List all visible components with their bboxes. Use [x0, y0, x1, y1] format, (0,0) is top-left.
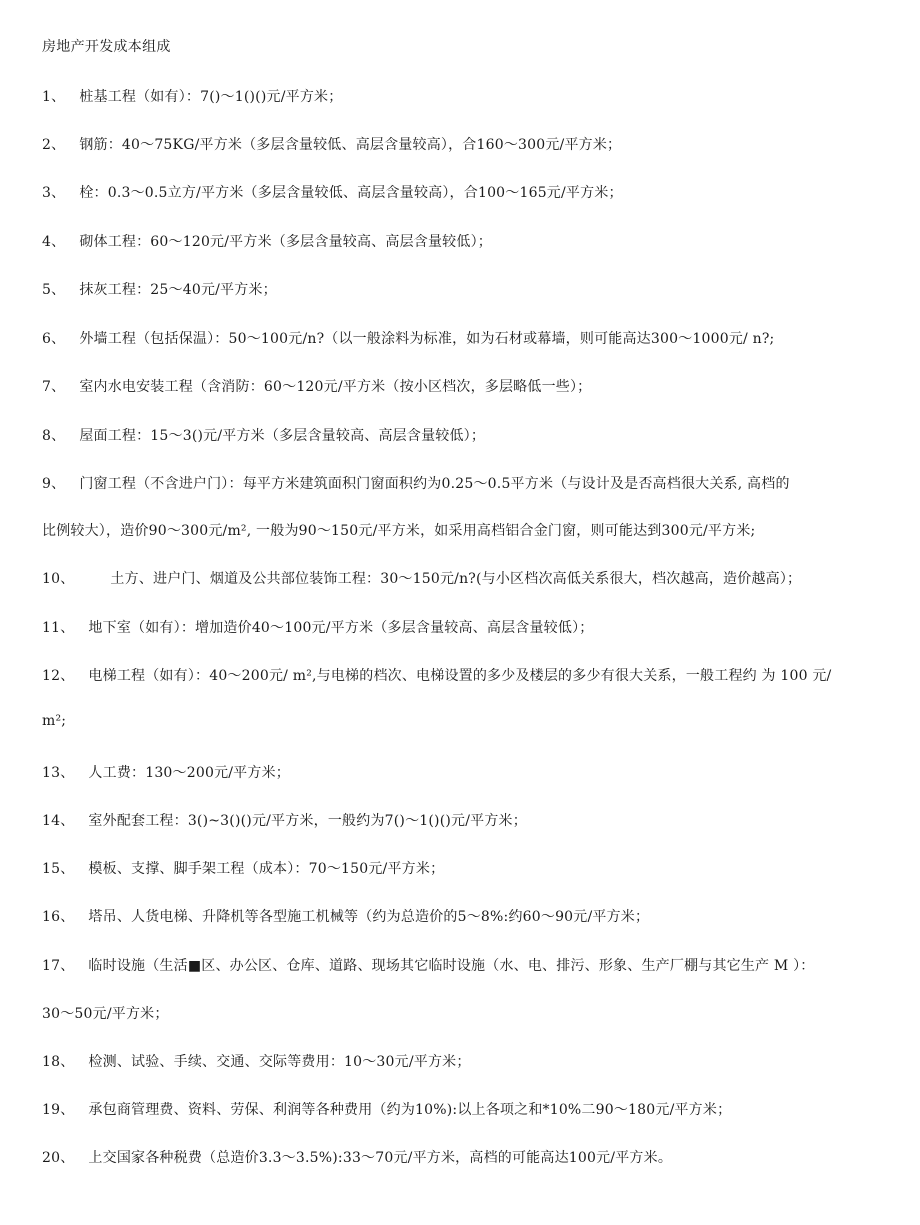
item-text: 钢筋：40～75KG/平方米（多层含量较低、高层含量较高），合160～300元/平方米；	[79, 137, 622, 153]
item-text: 地下室（如有）：增加造价40～100元/平方米（多层含量较高、高层含量较低）；	[88, 620, 594, 636]
item-text: 比例较大），造价90～300元/m², 一般为90～150元/平方米，如采用高档铝合金门窗，则可能达到300元/平方米;	[42, 523, 756, 539]
list-item-9	[42, 473, 790, 493]
list-item-8	[42, 425, 485, 445]
list-item-10	[42, 568, 801, 588]
list-item-2	[42, 134, 621, 154]
item-text: 检测、试验、手续、交通、交际等费用：10～30元/平方米；	[88, 1054, 471, 1070]
list-item-16	[42, 906, 649, 926]
list-item-20	[42, 1147, 672, 1167]
item-number: 12、	[42, 668, 75, 684]
list-item-14	[42, 810, 527, 830]
list-item-7	[42, 376, 591, 396]
item-text: 桩基工程（如有）：7()～1()()元/平方米；	[79, 89, 343, 105]
item-text: 30～50元/平方米；	[42, 1006, 169, 1022]
list-item-18	[42, 1051, 471, 1071]
item-text: 土方、进户门、烟道及公共部位装饰工程：30～150元/n?(与小区档次高低关系很大，档次越高，造价越高）；	[110, 571, 802, 587]
item-number: 1、	[42, 89, 66, 105]
item-number: 19、	[42, 1102, 75, 1118]
item-number: 18、	[42, 1054, 75, 1070]
item-number: 2、	[42, 137, 66, 153]
item-number: 9、	[42, 476, 66, 492]
list-item-11	[42, 617, 593, 637]
list-item-9-continued	[42, 520, 755, 540]
item-number: 11、	[42, 620, 75, 636]
list-item-5	[42, 279, 277, 299]
item-text: 门窗工程（不含进户门）：每平方米建筑面积门窗面积约为0.25～0.5平方米（与设计及是否高档很大关系, 高档的	[79, 476, 790, 492]
item-text: 室外配套工程：3()~3()()元/平方米，一般约为7()～1()()元/平方米；	[88, 813, 527, 829]
list-item-15	[42, 858, 444, 878]
list-item-17	[42, 955, 814, 975]
item-text: 人工费：130～200元/平方米；	[88, 765, 290, 781]
item-text: 抹灰工程：25～40元/平方米；	[79, 282, 277, 298]
item-text: 承包商管理费、资料、劳保、利润等各种费用（约为10%):以上各项之和*10%二90～180元/平方米；	[88, 1102, 732, 1118]
item-text: 临时设施（生活■区、办公区、仓库、道路、现场其它临时设施（水、电、排污、形象、生产厂棚与其它生产 M ）：	[88, 958, 815, 974]
document-title: 房地产开发成本组成	[42, 39, 171, 55]
list-item-17-continued	[42, 1003, 169, 1023]
item-number: 8、	[42, 428, 66, 444]
item-text: 电梯工程（如有）：40～200元/ m²,与电梯的档次、电梯设置的多少及楼层的多少有很大关系，一般工程约 为 100 元/	[88, 668, 832, 684]
item-text: 砌体工程：60～120元/平方米（多层含量较高、高层含量较低）；	[79, 234, 492, 250]
item-text: m²;	[42, 713, 67, 729]
list-item-6	[42, 328, 774, 348]
item-number: 6、	[42, 331, 66, 347]
item-number: 5、	[42, 282, 66, 298]
item-text: 栓：0.3～0.5立方/平方米（多层含量较低、高层含量较高），合100～165元/平方米；	[79, 185, 623, 201]
list-item-12-continued	[42, 713, 66, 729]
list-item-19	[42, 1099, 731, 1119]
list-item-4	[42, 231, 492, 251]
item-number: 3、	[42, 185, 66, 201]
item-number: 16、	[42, 909, 75, 925]
item-text: 室内水电安装工程（含消防：60～120元/平方米（按小区档次，多层略低一些）；	[79, 379, 592, 395]
item-text: 屋面工程：15～3()元/平方米（多层含量较高、高层含量较低）；	[79, 428, 486, 444]
item-text: 外墙工程（包括保温）：50～100元/n?（以一般涂料为标准，如为石材或幕墙，则可能高达300～1000元/ n?;	[79, 331, 775, 347]
list-item-3	[42, 182, 623, 202]
item-number: 7、	[42, 379, 66, 395]
list-item-13	[42, 762, 290, 782]
item-number: 20、	[42, 1150, 75, 1166]
item-text: 上交国家各种税费（总造价3.3～3.5%):33～70元/平方米，高档的可能高达100元/平方米。	[88, 1150, 673, 1166]
item-number: 17、	[42, 958, 75, 974]
item-text: 模板、支撑、脚手架工程（成本）：70～150元/平方米；	[88, 861, 445, 877]
item-number: 4、	[42, 234, 66, 250]
list-item-12	[42, 665, 831, 685]
item-number: 13、	[42, 765, 75, 781]
item-number: 14、	[42, 813, 75, 829]
item-text: 塔吊、人货电梯、升降机等各型施工机械等（约为总造价的5～8%:约60～90元/平方米；	[88, 909, 650, 925]
item-number: 10、	[42, 571, 75, 587]
item-number: 15、	[42, 861, 75, 877]
list-item-1	[42, 86, 342, 106]
